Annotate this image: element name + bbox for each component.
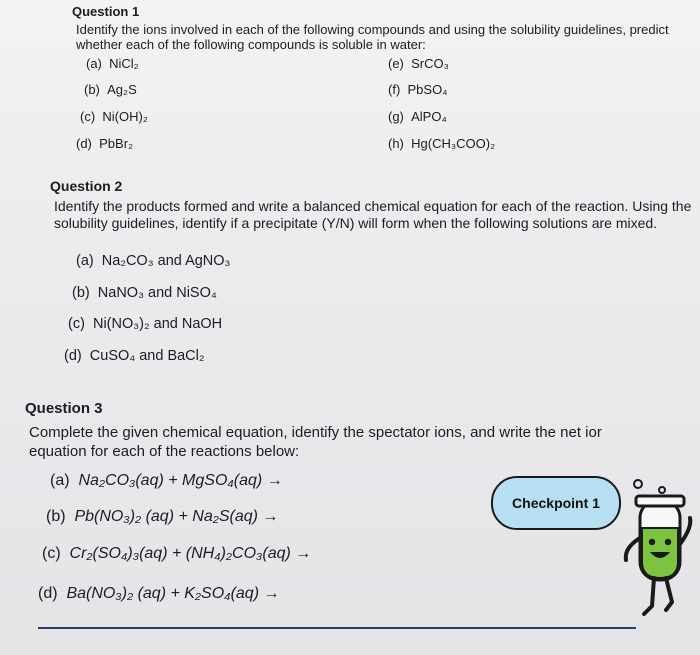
q1-item-f: (f) PbSO₄ bbox=[388, 82, 448, 97]
checkpoint-bubble bbox=[491, 476, 621, 530]
test-tube-mascot-icon bbox=[620, 478, 698, 628]
q3-item-d: (d) Ba(NO₃)₂ (aq) + K₂SO₄(aq) → bbox=[38, 585, 280, 602]
question-3-intro-line-2: equation for each of the reactions below: bbox=[29, 443, 300, 460]
q1-item-e: (e) SrCO₃ bbox=[388, 56, 449, 71]
question-3-title: Question 3 bbox=[25, 400, 103, 417]
q1-item-g: (g) AlPO₄ bbox=[388, 109, 447, 124]
q3-item-c: (c) Cr₂(SO₄)₃(aq) + (NH₄)₂CO₃(aq) → bbox=[42, 545, 312, 562]
question-3-intro bbox=[29, 423, 700, 461]
q1-item-c: (c) Ni(OH)₂ bbox=[80, 109, 148, 124]
q2-item-b: (b) NaNO₃ and NiSO₄ bbox=[72, 285, 217, 301]
question-2-title: Question 2 bbox=[50, 178, 123, 194]
question-1-title: Question 1 bbox=[72, 4, 140, 19]
q3-item-a: (a) Na₂CO₃(aq) + MgSO₄(aq) → bbox=[50, 472, 283, 489]
q3-item-b: (b) Pb(NO₃)₂ (aq) + Na₂S(aq) → bbox=[46, 508, 279, 525]
q2-item-d: (d) CuSO₄ and BaCl₂ bbox=[64, 348, 205, 364]
q1-item-a: (a) NiCl₂ bbox=[86, 56, 139, 71]
q1-item-h: (h) Hg(CH₃COO)₂ bbox=[388, 136, 496, 151]
q2-item-c: (c) Ni(NO₃)₂ and NaOH bbox=[68, 316, 223, 332]
q2-item-a: (a) Na₂CO₃ and AgNO₃ bbox=[76, 253, 231, 269]
question-2-intro: Identify the products formed and write a balanced chemical equation for each of the reaction. Using the solubility guidelines, identify if a precipitate (Y/N) will form when the following solutions are mixed. bbox=[54, 198, 692, 231]
question-1-intro: Identify the ions involved in each of the following compounds and using the solubility guidelines, predict whether each of the following compounds is soluble in water: bbox=[76, 22, 669, 52]
q1-item-d: (d) PbBr₂ bbox=[76, 136, 134, 151]
question-3-intro-line-1: Complete the given chemical equation, identify the spectator ions, and write the net ior bbox=[29, 424, 602, 441]
bottom-divider bbox=[38, 627, 636, 629]
checkpoint-label: Checkpoint 1 bbox=[512, 495, 600, 511]
q1-item-b: (b) Ag₂S bbox=[84, 82, 137, 97]
